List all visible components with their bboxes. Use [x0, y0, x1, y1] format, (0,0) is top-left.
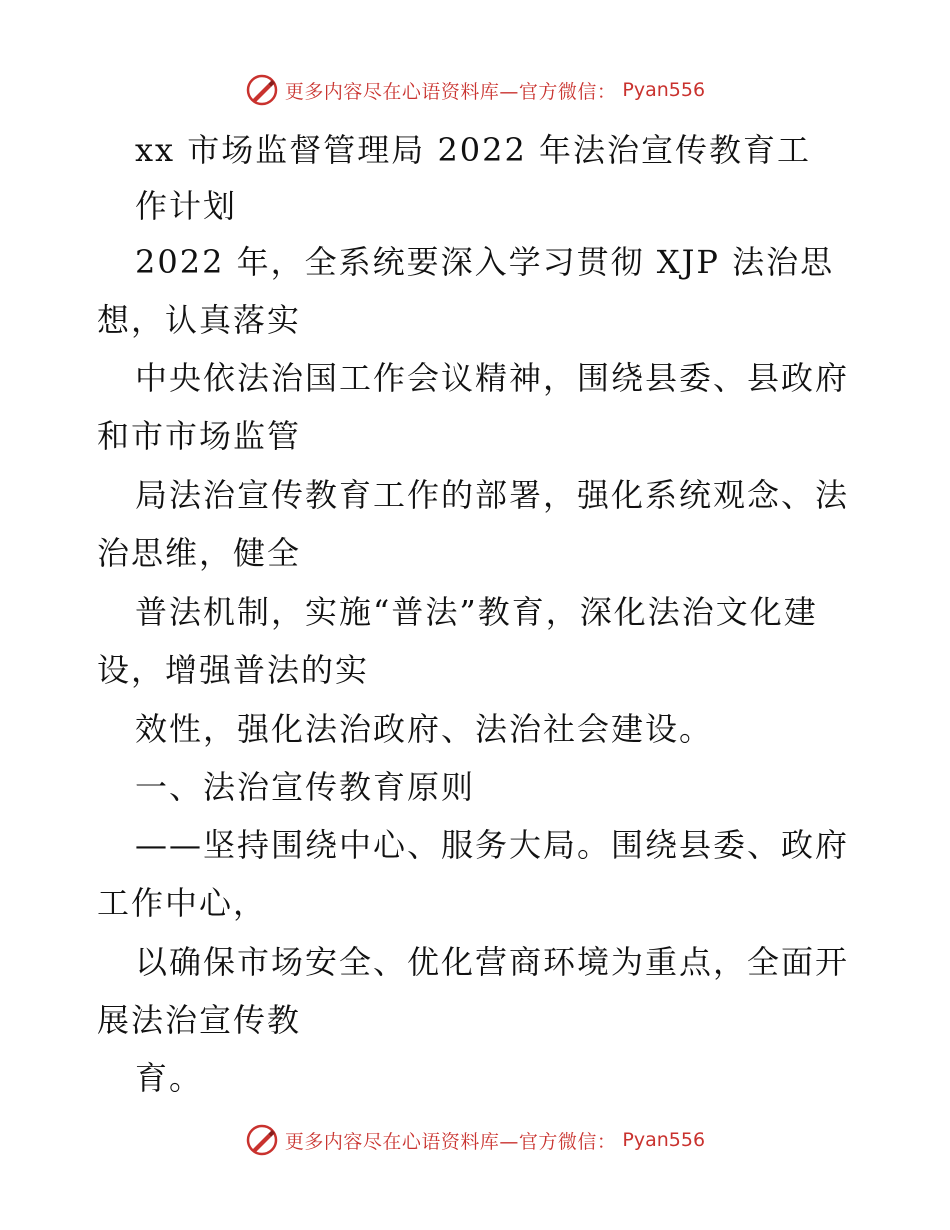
title-line-2: 作计划 [135, 187, 238, 225]
pen-logo-icon [245, 73, 279, 107]
paragraph-line: 展法治宣传教 [97, 1001, 302, 1039]
banner-account: Pyan556 [622, 79, 706, 101]
paragraph-line: 治思维，健全 [97, 534, 302, 572]
paragraph-line: 和市市场监管 [97, 417, 302, 455]
title-line-1: xx 市场监督管理局 2022 年法治宣传教育工 [135, 131, 812, 169]
paragraph-line: 设，增强普法的实 [97, 651, 370, 689]
header-banner [0, 70, 950, 110]
footer-banner [0, 1120, 950, 1160]
paragraph-line: 中央依法治国工作会议精神，围绕县委、县政府 [135, 359, 850, 397]
paragraph-line: 普法机制，实施“普法”教育，深化法治文化建 [135, 593, 818, 631]
section-heading: 一、法治宣传教育原则 [135, 768, 476, 806]
paragraph-line: 效性，强化法治政府、法治社会建设。 [135, 710, 714, 748]
paragraph-line: 以确保市场安全、优化营商环境为重点，全面开 [135, 943, 850, 981]
paragraph-line: 局法治宣传教育工作的部署，强化系统观念、法 [135, 476, 850, 514]
paragraph-line: 2022 年，全系统要深入学习贯彻 XJP 法治思 [135, 243, 835, 281]
banner-text: 更多内容尽在心语资料库—官方微信： [284, 80, 617, 103]
paragraph-line: 育。 [135, 1059, 204, 1097]
paragraph-line: ——坚持围绕中心、服务大局。围绕县委、政府 [135, 826, 850, 864]
paragraph-line: 工作中心， [97, 884, 268, 922]
paragraph-line: 想，认真落实 [97, 301, 302, 339]
banner-text: 更多内容尽在心语资料库—官方微信： [284, 1130, 617, 1153]
pen-logo-icon [245, 1123, 279, 1157]
banner-account: Pyan556 [622, 1129, 706, 1151]
